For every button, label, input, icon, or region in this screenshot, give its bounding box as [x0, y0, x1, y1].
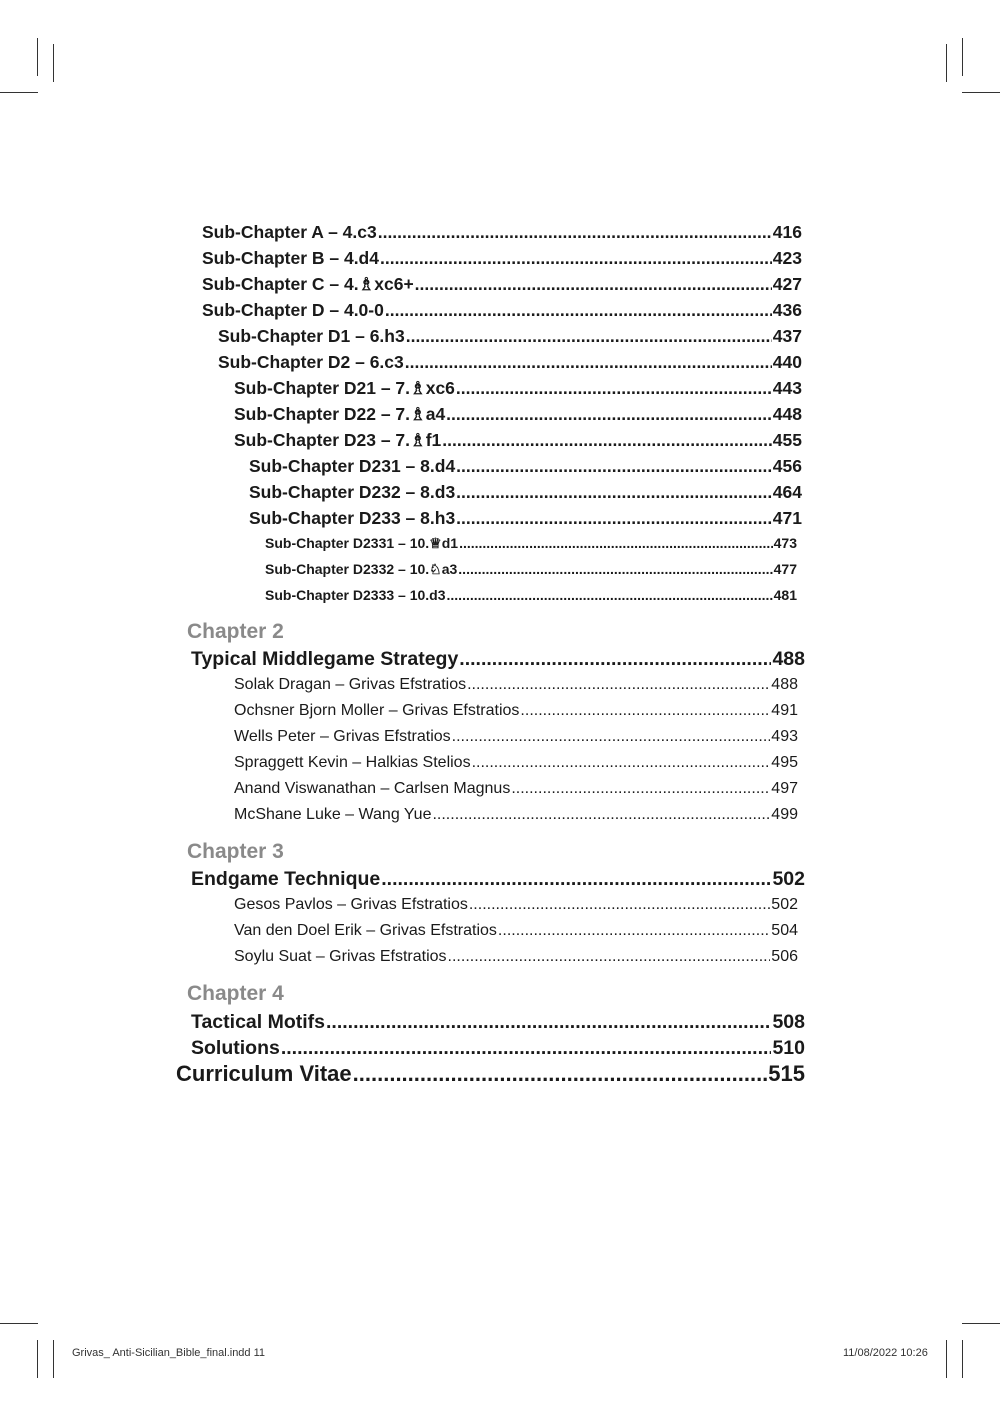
toc-entry[interactable]	[218, 352, 802, 373]
toc-entry-page: 493	[771, 728, 798, 745]
dot-leader	[281, 1037, 772, 1060]
toc-entry[interactable]	[265, 535, 797, 552]
toc-entry[interactable]	[202, 248, 802, 269]
toc-entry-title: Solutions	[191, 1037, 280, 1059]
dot-leader	[415, 274, 772, 295]
toc-entry-title: Sub-Chapter D1 – 6.h3	[218, 326, 405, 346]
solutions-entry[interactable]	[191, 1037, 805, 1060]
game-entry[interactable]	[234, 896, 798, 914]
dot-leader	[446, 404, 772, 425]
toc-entry-title: Sub-Chapter B – 4.d4	[202, 248, 379, 268]
toc-entry-page: 437	[772, 326, 802, 346]
dot-leader	[432, 806, 770, 824]
toc-entry[interactable]	[249, 508, 802, 529]
toc-entry-title: Endgame Technique	[191, 868, 381, 890]
toc-entry-page: 448	[772, 404, 802, 424]
toc-entry[interactable]	[218, 326, 802, 347]
toc-entry-title: Sub-Chapter A – 4.c3	[202, 222, 377, 242]
toc-entry-page: 506	[771, 948, 798, 965]
game-entry[interactable]	[234, 702, 798, 720]
footer-timestamp: 11/08/2022 10:26	[843, 1347, 928, 1359]
toc-entry-page: 495	[771, 754, 798, 771]
dot-leader	[406, 326, 772, 347]
dot-leader	[520, 702, 770, 720]
dot-leader	[381, 868, 771, 891]
toc-entry-title: Gesos Pavlos – Grivas Efstratios	[234, 896, 468, 913]
toc-entry-page: 502	[771, 896, 798, 913]
toc-entry-page: 504	[771, 922, 798, 939]
dot-leader	[456, 508, 772, 529]
toc-entry-title: Sub-Chapter D2333 – 10.d3	[265, 587, 446, 603]
dot-leader	[456, 482, 772, 503]
toc-entry-page: 508	[772, 1011, 805, 1033]
toc-entry-title: Soylu Suat – Grivas Efstratios	[234, 948, 447, 965]
toc-entry-page: 510	[772, 1037, 805, 1059]
toc-entry[interactable]	[202, 222, 802, 243]
game-entry[interactable]	[234, 948, 798, 966]
footer-filename: Grivas_ Anti-Sicilian_Bible_final.indd 11	[72, 1347, 266, 1359]
toc-entry-page: 456	[772, 456, 802, 476]
dot-leader	[452, 728, 771, 746]
dot-leader	[469, 896, 770, 914]
dot-leader	[353, 1061, 768, 1087]
toc-entry-page: 443	[772, 378, 802, 398]
toc-entry[interactable]	[265, 587, 797, 603]
dot-leader	[442, 430, 772, 451]
toc-entry-page: 455	[772, 430, 802, 450]
toc-entry-page: 481	[773, 587, 797, 603]
toc-entry-title: Tactical Motifs	[191, 1011, 325, 1033]
toc-entry-title: Spraggett Kevin – Halkias Stelios	[234, 754, 471, 771]
toc-entry[interactable]	[249, 482, 802, 503]
dot-leader	[459, 535, 773, 551]
dot-leader	[385, 300, 772, 321]
dot-leader	[380, 248, 772, 269]
toc-entry[interactable]	[234, 404, 802, 425]
chapter-label: Chapter 4	[187, 982, 284, 1005]
toc-entry-title: Sub-Chapter D232 – 8.d3	[249, 482, 456, 502]
chapter-label: Chapter 3	[187, 840, 284, 863]
dot-leader	[456, 378, 772, 399]
toc-entry-title: Sub-Chapter D2332 – 10.♘a3	[265, 561, 458, 577]
dot-leader	[447, 587, 773, 603]
chapter-title-entry[interactable]	[191, 1011, 805, 1034]
toc-entry-page: 473	[773, 535, 797, 551]
toc-entry-title: Anand Viswanathan – Carlsen Magnus	[234, 780, 511, 797]
toc-entry[interactable]	[265, 561, 797, 578]
curriculum-vitae-entry[interactable]	[176, 1061, 805, 1087]
toc-entry-title: Sub-Chapter D23 – 7.♗f1	[234, 430, 442, 450]
toc-entry[interactable]	[234, 378, 802, 399]
toc-entry-title: McShane Luke – Wang Yue	[234, 806, 432, 823]
toc-entry-page: 423	[772, 248, 802, 268]
dot-leader	[459, 648, 771, 671]
toc-entry-title: Sub-Chapter D2 – 6.c3	[218, 352, 404, 372]
dot-leader	[458, 561, 772, 577]
dot-leader	[378, 222, 772, 243]
game-entry[interactable]	[234, 754, 798, 772]
dot-leader	[472, 754, 771, 772]
toc-entry[interactable]	[202, 300, 802, 321]
toc-entry-title: Sub-Chapter D233 – 8.h3	[249, 508, 456, 528]
dot-leader	[498, 922, 770, 940]
toc-entry-title: Wells Peter – Grivas Efstratios	[234, 728, 451, 745]
toc-entry-page: 440	[772, 352, 802, 372]
toc-entry-title: Sub-Chapter D22 – 7.♗a4	[234, 404, 446, 424]
toc-entry-title: Van den Doel Erik – Grivas Efstratios	[234, 922, 497, 939]
toc-entry-title: Sub-Chapter D21 – 7.♗xc6	[234, 378, 455, 398]
toc-entry-page: 464	[772, 482, 802, 502]
toc-entry-page: 471	[772, 508, 802, 528]
toc-entry-page: 488	[772, 648, 805, 670]
dot-leader	[456, 456, 772, 477]
toc-entry-page: 502	[772, 868, 805, 890]
toc-entry[interactable]	[249, 456, 802, 477]
toc-entry-title: Sub-Chapter D231 – 8.d4	[249, 456, 456, 476]
toc-entry-page: 488	[771, 676, 798, 693]
toc-entry-title: Curriculum Vitae	[176, 1061, 352, 1086]
toc-entry-title: Ochsner Bjorn Moller – Grivas Efstratios	[234, 702, 520, 719]
toc-entry-title: Solak Dragan – Grivas Efstratios	[234, 676, 467, 693]
toc-entry[interactable]	[234, 430, 802, 451]
game-entry[interactable]	[234, 922, 798, 940]
game-entry[interactable]	[234, 676, 798, 694]
toc-entry-title: Sub-Chapter D – 4.0-0	[202, 300, 384, 320]
chapter-title-entry[interactable]	[191, 648, 805, 671]
game-entry[interactable]	[234, 806, 798, 824]
toc-entry-page: 497	[771, 780, 798, 797]
toc-entry-page: 491	[771, 702, 798, 719]
dot-leader	[405, 352, 772, 373]
toc-entry[interactable]	[202, 274, 802, 295]
dot-leader	[326, 1011, 771, 1034]
toc-entry-page: 416	[772, 222, 802, 242]
toc-entry-page: 427	[772, 274, 802, 294]
chapter-label: Chapter 2	[187, 620, 284, 643]
game-entry[interactable]	[234, 780, 798, 798]
toc-entry-page: 515	[768, 1061, 805, 1086]
toc-entry-page: 436	[772, 300, 802, 320]
game-entry[interactable]	[234, 728, 798, 746]
dot-leader	[448, 948, 771, 966]
dot-leader	[511, 780, 770, 798]
chapter-title-entry[interactable]	[191, 868, 805, 891]
toc-entry-title: Sub-Chapter C – 4.♗xc6+	[202, 274, 414, 294]
dot-leader	[467, 676, 770, 694]
toc-entry-title: Sub-Chapter D2331 – 10.♕d1	[265, 535, 459, 551]
toc-entry-page: 477	[773, 561, 797, 577]
toc-entry-title: Typical Middlegame Strategy	[191, 648, 459, 670]
toc-entry-page: 499	[771, 806, 798, 823]
